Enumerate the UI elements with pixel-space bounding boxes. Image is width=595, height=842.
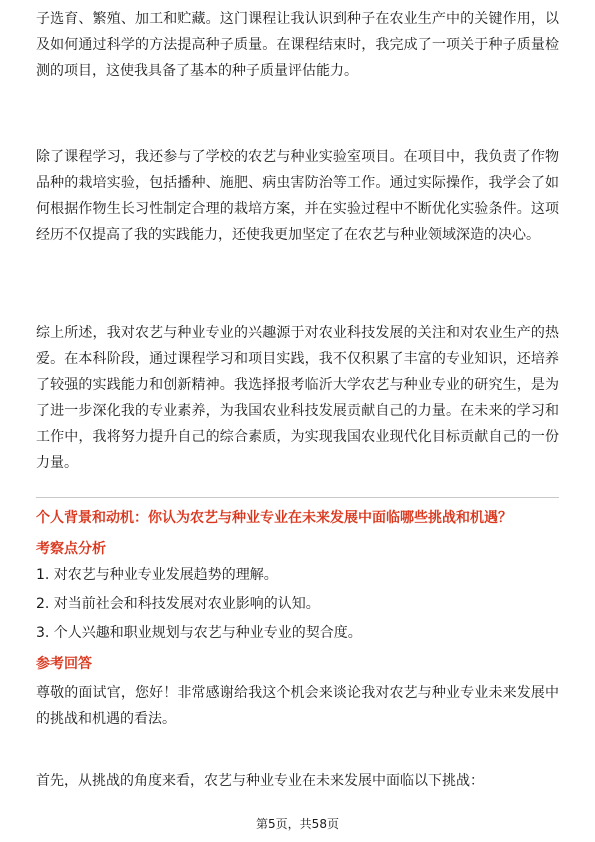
analysis-point-2: 2. 对当前社会和科技发展对农业影响的认知。 <box>36 596 320 612</box>
analysis-point-1: 1. 对农艺与种业专业发展趋势的理解。 <box>36 567 278 583</box>
answer-heading: 参考回答 <box>36 656 92 672</box>
section-divider <box>36 497 559 498</box>
analysis-heading: 考察点分析 <box>36 541 106 557</box>
question-title: 个人背景和动机：你认为农艺与种业专业在未来发展中面临哪些挑战和机遇？ <box>36 510 512 526</box>
body-paragraph-3: 综上所述，我对农艺与种业专业的兴趣源于对农业科技发展的关注和对农业生产的热爱。在本科阶段，通过课程学习和项目实践，我不仅积累了丰富的专业知识，还培养了较强的实践能力和创新精神。我选择报考临沂大学农艺与种业专业的研究生，是为了进一步深化我的专业素养，为我国农业科技发展贡献自己的力量。在未来的学习和工作中，我将努力提升自己的综合素质，为实现我国农业现代化目标贡献自己的一份力量。 <box>36 325 559 471</box>
page-number: 第5页，共58页 <box>256 817 339 831</box>
answer-paragraph-2: 首先，从挑战的角度来看，农艺与种业专业在未来发展中面临以下挑战： <box>36 773 484 789</box>
answer-paragraph-1: 尊敬的面试官，您好！非常感谢给我这个机会来谈论我对农艺与种业专业未来发展中的挑战和机遇的看法。 <box>36 685 559 727</box>
body-paragraph-2: 除了课程学习，我还参与了学校的农艺与种业实验室项目。在项目中，我负责了作物品种的栽培实验，包括播种、施肥、病虫害防治等工作。通过实际操作，我学会了如何根据作物生长习性制定合理的栽培方案，并在实验过程中不断优化实验条件。这项经历不仅提高了我的实践能力，还使我更加坚定了在农艺与种业领域深造的决心。 <box>36 149 559 243</box>
body-paragraph-1: 子选育、繁殖、加工和贮藏。这门课程让我认识到种子在农业生产中的关键作用，以及如何通过科学的方法提高种子质量。在课程结束时，我完成了一项关于种子质量检测的项目，这使我具备了基本的种子质量评估能力。 <box>36 11 559 79</box>
analysis-point-3: 3. 个人兴趣和职业规划与农艺与种业专业的契合度。 <box>36 625 362 641</box>
